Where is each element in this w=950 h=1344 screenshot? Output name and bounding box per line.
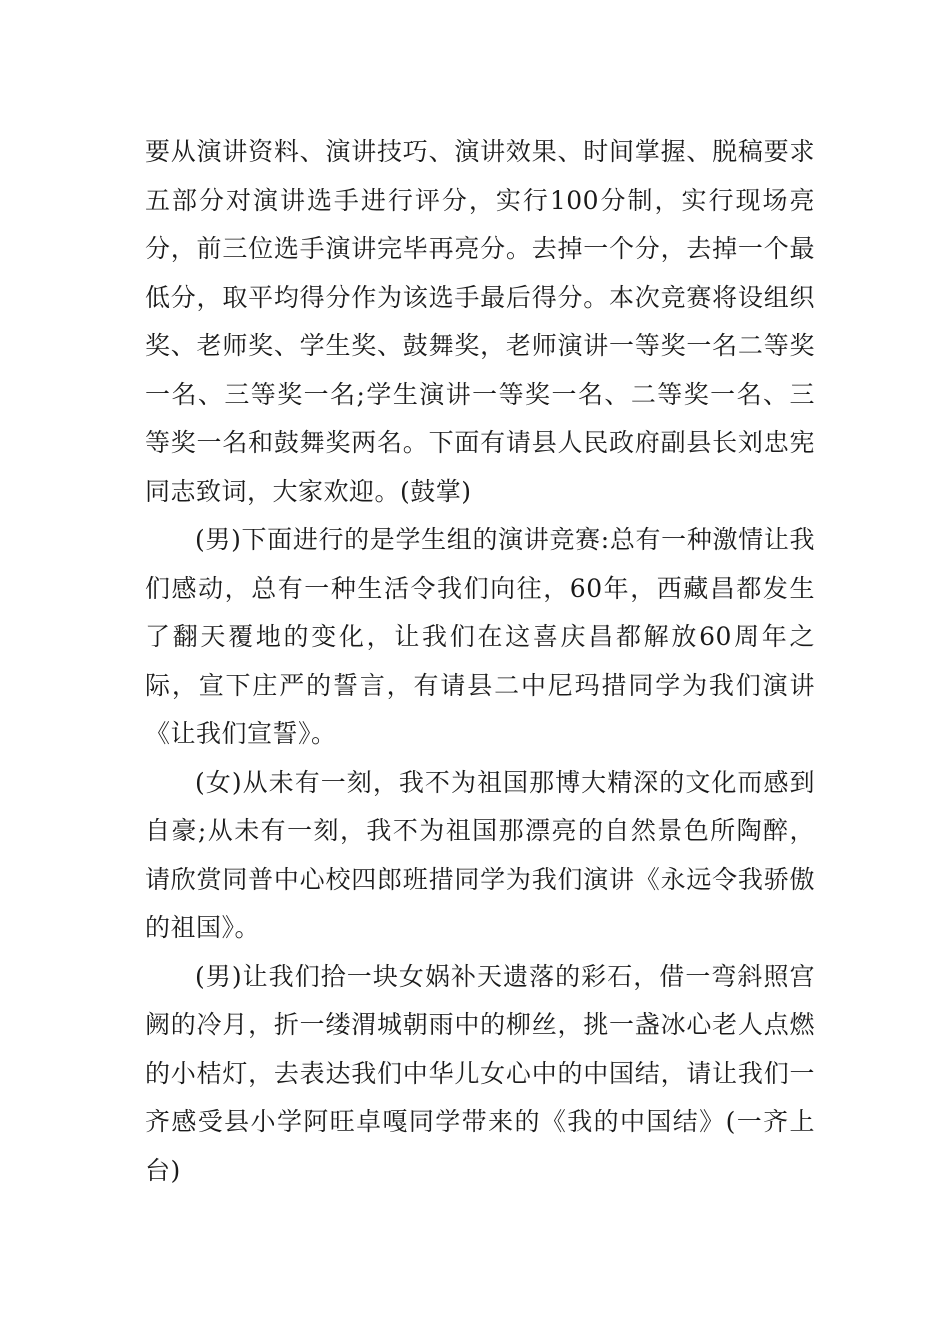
paragraph-male-host-intro: (男)让我们拾一块女娲补天遗落的彩石，借一弯斜照宫阙的冷月，折一缕渭城朝雨中的柳丝，挑一盏冰心老人点燃的小桔灯，去表达我们中华儿女心中的中国结，请让我们一齐感受县小学阿旺卓嘎同学带来的《我的中国结》(一齐上台) <box>145 961 815 1185</box>
paragraph-scoring-rules: 要从演讲资料、演讲技巧、演讲效果、时间掌握、脱稿要求五部分对演讲选手进行评分，实行100分制，实行现场亮分，前三位选手演讲完毕再亮分。去掉一个分，去掉一个最低分，取平均得分作为该选手最后得分。本次竞赛将设组织奖、老师奖、学生奖、鼓舞奖，老师演讲一等奖一名二等奖一名、三等奖一名;学生演讲一等奖一名、二等奖一名、三等奖一名和鼓舞奖两名。下面有请县人民政府副县长刘忠宪同志致词，大家欢迎。(鼓掌) <box>145 137 815 506</box>
paragraph-female-host-intro: (女)从未有一刻，我不为祖国那博大精深的文化而感到自豪;从未有一刻，我不为祖国那漂亮的自然景色所陶醉，请欣赏同普中心校四郎班措同学为我们演讲《永远令我骄傲的祖国》。 <box>145 767 815 942</box>
document-body <box>145 128 815 1195</box>
paragraph-student-group-intro: (男)下面进行的是学生组的演讲竞赛:总有一种激情让我们感动，总有一种生活令我们向往，60年，西藏昌都发生了翻天覆地的变化，让我们在这喜庆昌都解放60周年之际，宣下庄严的誓言，有请县二中尼玛措同学为我们演讲《让我们宣誓》。 <box>145 525 815 748</box>
